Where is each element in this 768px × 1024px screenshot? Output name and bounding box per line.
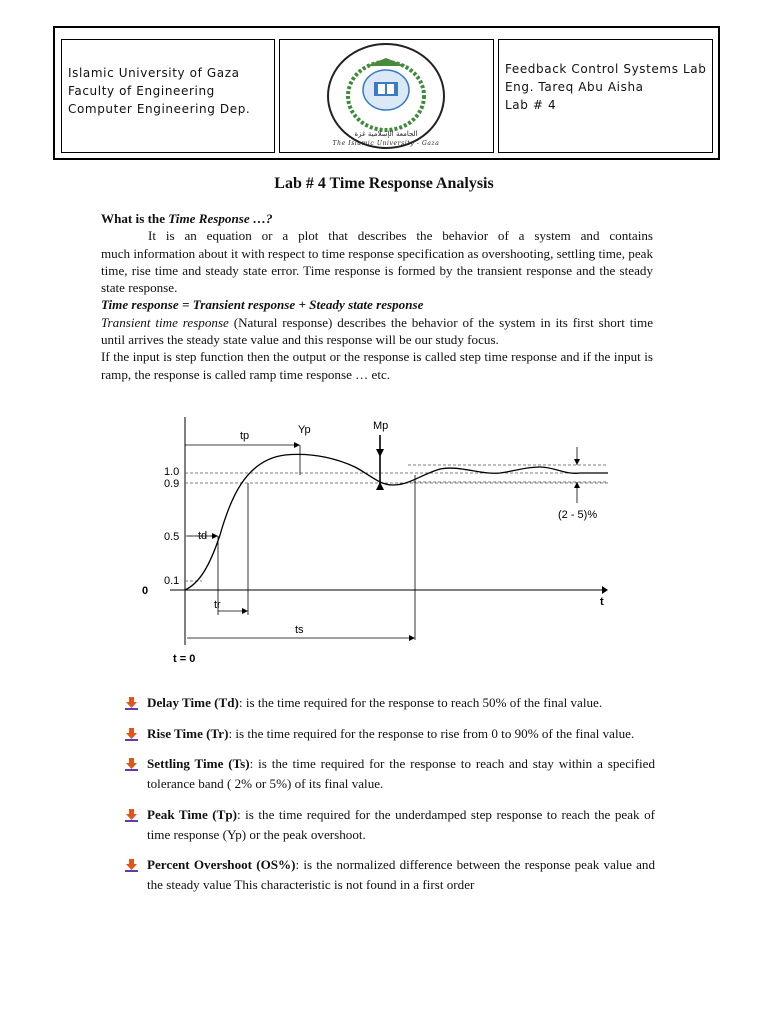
response-curve: [185, 454, 608, 590]
section-heading: What is the Time Response …?: [101, 211, 273, 226]
list-item: Delay Time (Td): is the time required for the response to reach 50% of the final value.: [125, 693, 655, 713]
label-tp: tp: [240, 430, 250, 442]
step-response-diagram: [130, 405, 625, 670]
band-arrowhead-top: [574, 459, 580, 465]
arrow-bullet-icon: [125, 758, 138, 771]
header-right-cell: [498, 39, 713, 153]
para1-rest: much information about it with respect to time response specification as overshooting, settling time, peak time, rise time and steady state error. Time response is formed by the transient response and the steady state response.: [101, 245, 653, 296]
section-what-is: [101, 210, 653, 383]
label-ts: ts: [295, 624, 304, 636]
mp-arrowhead-down: [376, 449, 384, 457]
arrow-bullet-icon: [125, 859, 138, 872]
arrow-bullet-icon: [125, 728, 138, 741]
label-mp: Mp: [373, 420, 389, 432]
label-0-1: 0.1: [164, 575, 180, 587]
instructor-name: Eng. Tareq Abu Aisha: [505, 80, 644, 94]
list-item: Peak Time (Tp): is the time required for the underdamped step response to reach the peak of time response (Yp) or the peak overshoot.: [125, 805, 655, 845]
header-left-cell: [61, 39, 275, 153]
label-0-5: 0.5: [164, 531, 180, 543]
band-arrowhead-bottom: [574, 482, 580, 488]
list-item: Percent Overshoot (OS%): is the normalized difference between the response peak value and the steady value This characteristic is not found in a first order: [125, 855, 655, 895]
para1-first-line: It is an equation or a plot that describes the behavior of a system and contains: [148, 228, 653, 244]
para2: Transient time response (Natural response) describes the behavior of the system in its first short time until arrives the steady state value and this response will be our study focus.: [101, 314, 653, 348]
arrow-bullet-icon: [125, 809, 138, 822]
lab-number: Lab # 4: [505, 98, 557, 112]
ts-arrowhead: [409, 635, 415, 641]
logo-english-text: The Islamic University - Gaza: [332, 140, 440, 147]
tp-arrowhead: [294, 442, 300, 448]
course-name: Feedback Control Systems Lab: [505, 62, 707, 76]
list-item: Rise Time (Tr): is the time required for the response to rise from 0 to 90% of the final value.: [125, 724, 655, 744]
arrow-bullet-icon: [125, 697, 138, 710]
equation-line: Time response = Transient response + Steady state response: [101, 297, 424, 313]
list-item: Settling Time (Ts): is the time required for the response to reach and stay within a specified tolerance band ( 2% or 5%) of its final value.: [125, 754, 655, 794]
label-zero: 0: [142, 585, 149, 597]
label-tr: tr: [214, 599, 221, 611]
label-td: td: [198, 530, 208, 542]
faculty-name: Faculty of Engineering: [68, 84, 215, 98]
department-name: Computer Engineering Dep.: [68, 102, 251, 116]
label-t-zero: t = 0: [173, 653, 196, 665]
label-0-9: 0.9: [164, 478, 180, 490]
td-arrowhead: [212, 533, 218, 539]
tr-arrowhead: [242, 608, 248, 614]
header-logo-cell: [279, 39, 494, 153]
label-band: (2 - 5)%: [558, 509, 598, 521]
university-logo: [280, 40, 492, 151]
page-title: Lab # 4 Time Response Analysis: [274, 175, 494, 192]
x-axis-arrow: [602, 586, 608, 594]
label-yp: Yp: [298, 424, 311, 436]
para3: If the input is step function then the output or the response is called step time response and if the input is ramp, the response is called ramp time response … etc.: [101, 349, 653, 382]
label-t: t: [600, 596, 604, 608]
logo-arabic-text: الجامعة الإسلامية غزة: [354, 130, 418, 138]
definitions-list: [125, 693, 655, 906]
header-frame: [53, 26, 720, 160]
university-name: Islamic University of Gaza: [68, 66, 240, 80]
label-1-0: 1.0: [164, 466, 180, 478]
